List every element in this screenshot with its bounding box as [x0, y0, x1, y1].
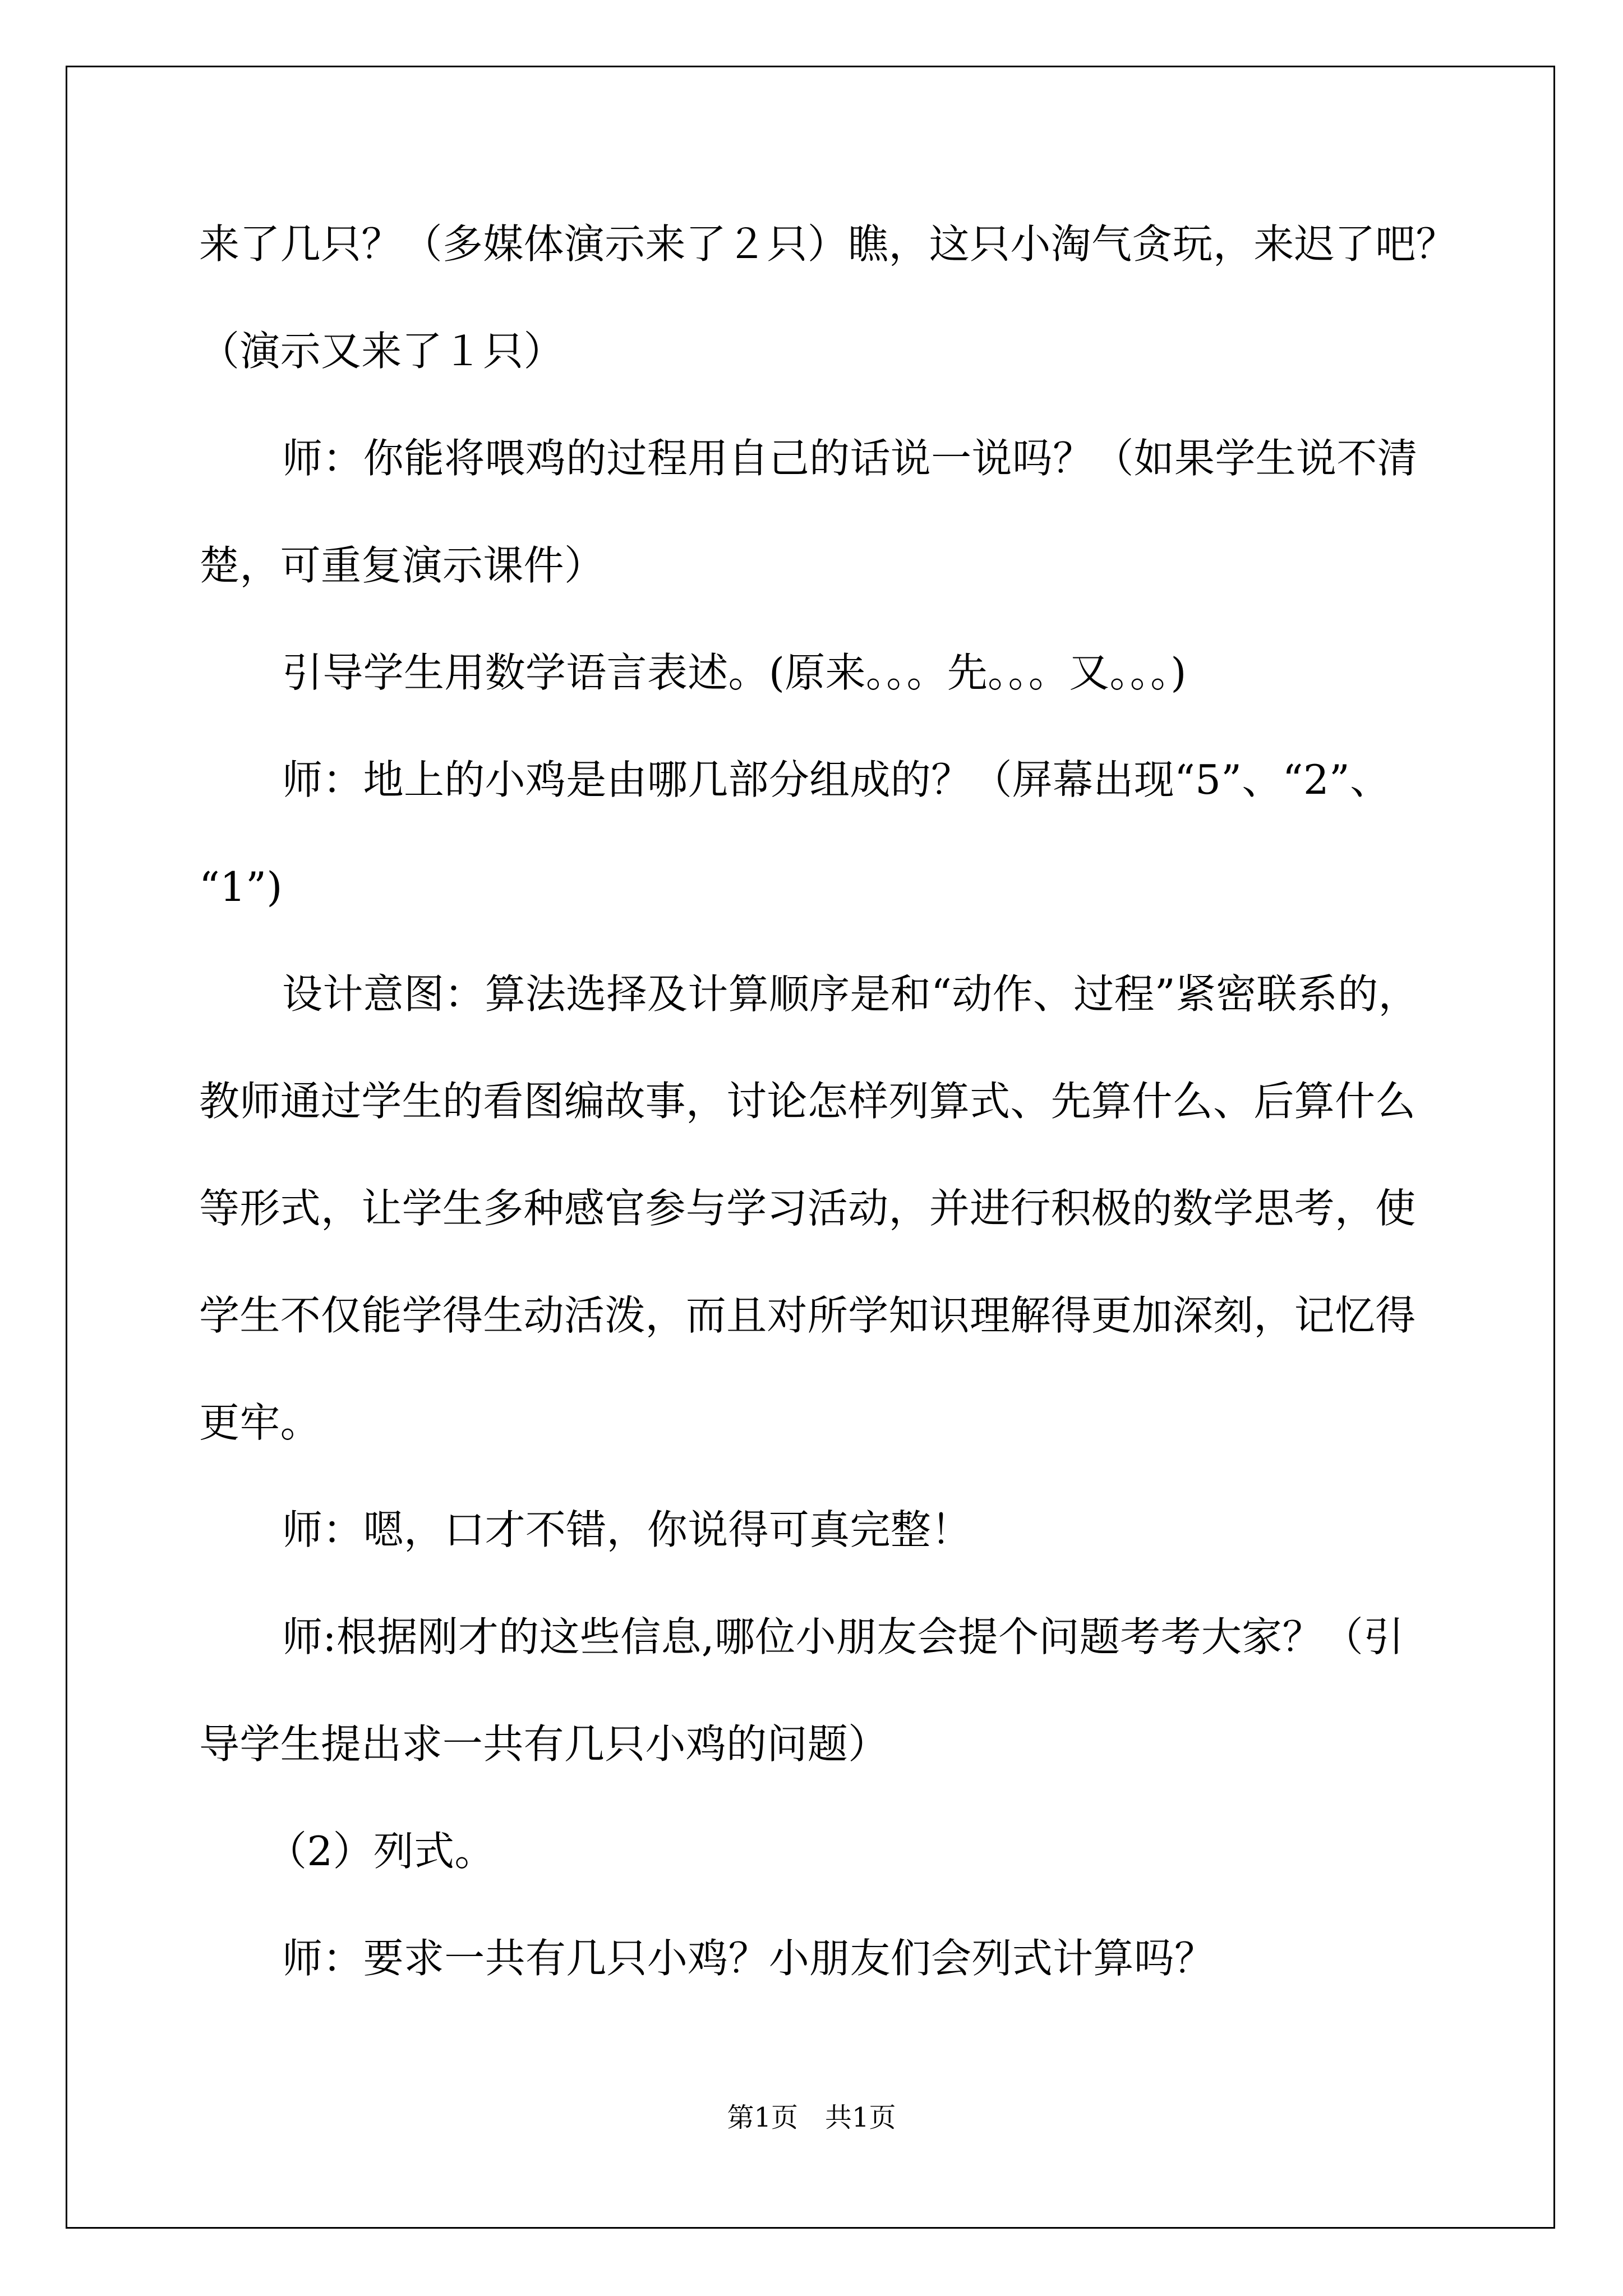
text-line: 师：你能将喂鸡的过程用自己的话说一说吗？（如果学生说不清	[282, 435, 1418, 482]
text-line: 设计意图：算法选择及计算顺序是和“动作、过程”紧密联系的，	[282, 970, 1419, 1018]
text-line: 来了几只？（多媒体演示来了２只）瞧，这只小淘气贪玩，来迟了吧？	[199, 220, 1456, 268]
text-line: 师：地上的小鸡是由哪几部分组成的？（屏幕出现“5”、“2”、	[282, 756, 1391, 803]
text-line: 教师通过学生的看图编故事，讨论怎样列算式、先算什么、后算什么	[199, 1078, 1416, 1125]
text-line: 师:根据刚才的这些信息,哪位小朋友会提个问题考考大家？（引	[282, 1613, 1404, 1660]
text-line: 等形式，让学生多种感官参与学习活动，并进行积极的数学思考，使	[199, 1185, 1416, 1232]
text-line: 导学生提出求一共有几只小鸡的问题）	[199, 1720, 889, 1768]
text-line: 楚，可重复演示课件）	[199, 542, 605, 589]
text-line: 师：嗯，口才不错，你说得可真完整！	[282, 1506, 972, 1553]
page-footer: 第1页 共1页	[727, 2102, 896, 2133]
text-line: 引导学生用数学语言表述。(原来。。。先。。。又。。。)	[282, 649, 1187, 696]
text-line: （演示又来了１只）	[199, 328, 564, 375]
text-line: （2）列式。	[266, 1828, 495, 1875]
text-line: “1”)	[199, 863, 283, 910]
text-line: 更牢。	[199, 1399, 321, 1446]
text-line: 师：要求一共有几只小鸡？小朋友们会列式计算吗？	[282, 1935, 1215, 1982]
page-border	[66, 66, 1555, 2229]
text-line: 学生不仅能学得生动活泼，而且对所学知识理解得更加深刻，记忆得	[199, 1292, 1416, 1339]
